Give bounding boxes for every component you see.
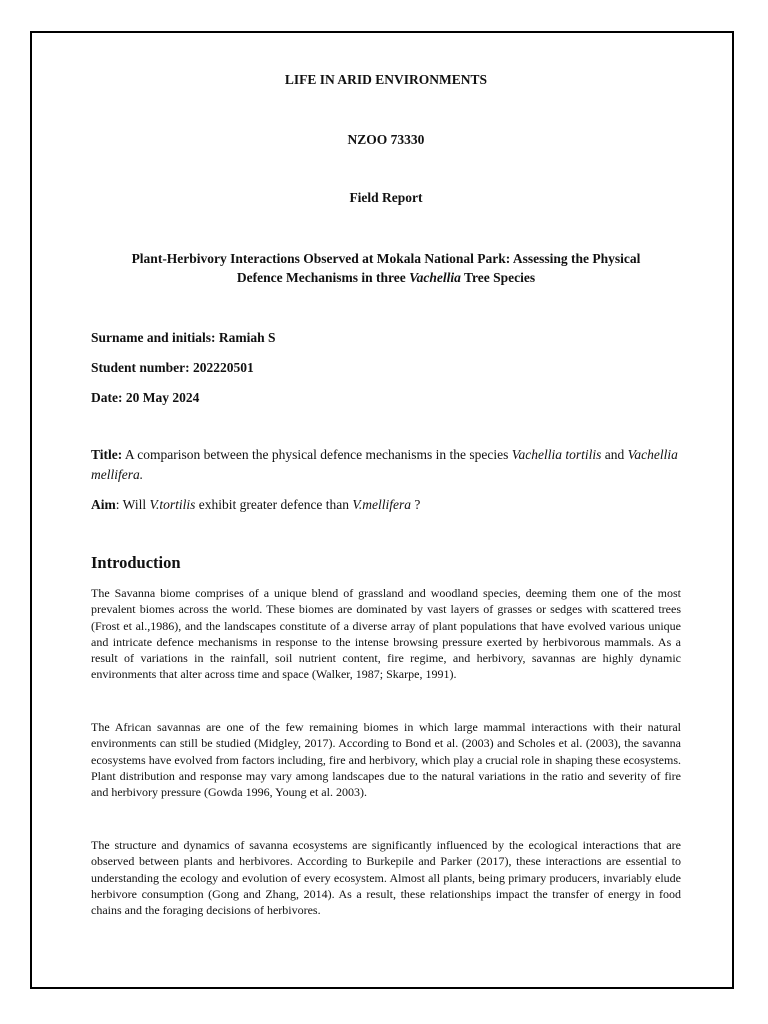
- intro-paragraph-3: The structure and dynamics of savanna ecosystems are significantly influenced by the ecological interactions that are observed between plants and herbivores. According to Burkepile and Parker (2017), these interactions are essential to understanding the ecology and evolution of every ecosystem. Almost all plants, being primary producers, invariably elude herbivore consumption (Gong and Zhang, 2014). As a result, these relationships impact the transfer of energy in food chains and the foraging decisions of herbivores.: [91, 838, 681, 918]
- intro-paragraph-1: The Savanna biome comprises of a unique blend of grassland and woodland species, deeming them one of the most prevalent biomes across the world. These biomes are dominated by vast layers of grasses or sedges with scattered trees (Frost et al.,1986), and the landscapes constitute of a diverse array of plant populations that have evolved various unique and intricate defence mechanisms in response to the intense browsing pressure exerted by herbivorous mammals. As a result of variations in the rainfall, soil nutrient content, fire regime, and herbivory, savannas are highly dynamic environments that alter across time and space (Walker, 1987; Skarpe, 1991).: [91, 586, 681, 682]
- student-name: Surname and initials: Ramiah S: [91, 330, 276, 345]
- study-title: [91, 445, 681, 485]
- aim-text-post: ?: [411, 497, 421, 512]
- study-title-text-pre: A comparison between the physical defence mechanisms in the species: [122, 447, 512, 462]
- aim-species1: V.tortilis: [149, 497, 196, 512]
- study-title-species2: Vachellia mellifera.: [91, 447, 678, 482]
- heading-line2-pre: Defence Mechanisms in three: [236, 270, 410, 285]
- heading-line2-post: Tree Species: [460, 270, 536, 285]
- page-border: [30, 31, 734, 989]
- study-title-label: Title:: [91, 447, 123, 462]
- study-title-species1: Vachellia tortilis: [511, 447, 602, 462]
- study-aim: [91, 497, 681, 513]
- report-type: Field Report: [349, 190, 423, 205]
- report-heading: [91, 249, 681, 287]
- introduction-heading: Introduction: [91, 553, 181, 572]
- aim-text-mid: exhibit greater defence than: [195, 497, 353, 512]
- report-date: Date: 20 May 2024: [91, 390, 200, 405]
- heading-line2-genus: Vachellia: [409, 270, 461, 285]
- module-code: NZOO 73330: [347, 132, 425, 147]
- intro-paragraph-2: The African savannas are one of the few remaining biomes in which large mammal interactions with their natural environments can still be studied (Midgley, 2017). According to Bond et al. (2003) and Scholes et al. (2003), the savanna ecosystems have evolved from factors including, fire and herbivory, which play a crucial role in shaping these ecosystems. Plant distribution and response may vary among landscapes due to the natural variations in the ratio and severity of fire and herbivory pressure (Gowda 1996, Young et al. 2003).: [91, 720, 681, 800]
- student-number: Student number: 202220501: [91, 360, 254, 375]
- aim-label: Aim: [91, 497, 116, 512]
- study-title-text-mid: and: [601, 447, 628, 462]
- heading-line1: Plant-Herbivory Interactions Observed at Mokala National Park: Assessing the Physical: [131, 251, 641, 266]
- aim-text-pre: : Will: [115, 497, 150, 512]
- aim-species2: V.mellifera: [352, 497, 412, 512]
- module-title: LIFE IN ARID ENVIRONMENTS: [284, 72, 488, 87]
